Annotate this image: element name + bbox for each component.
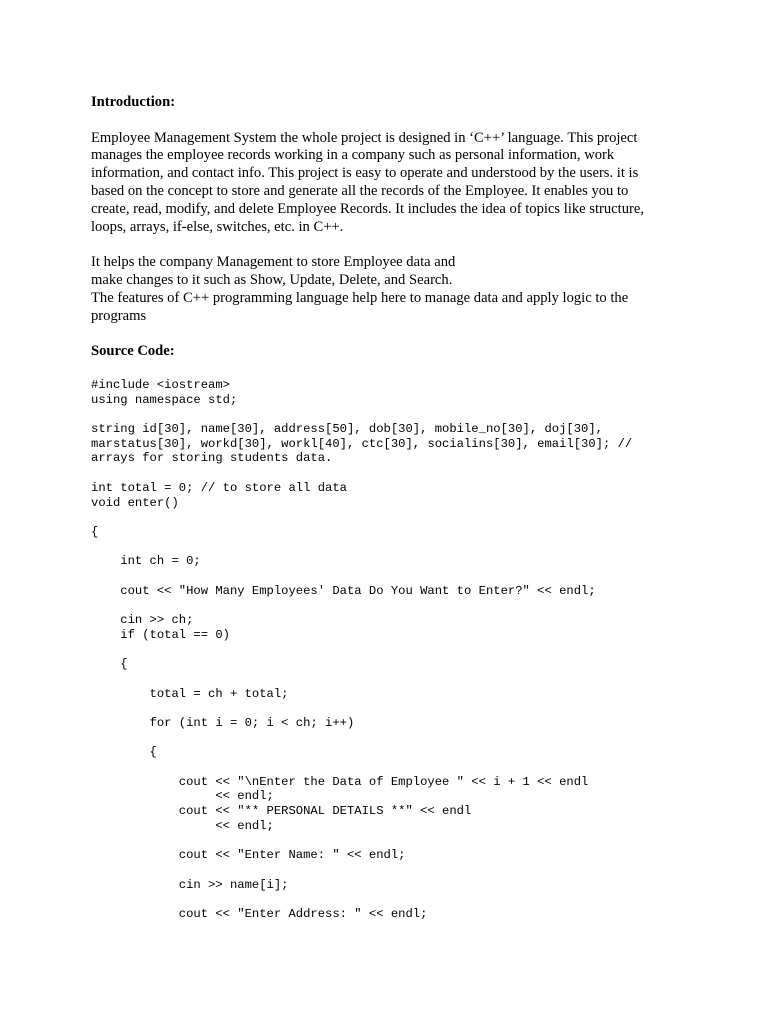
code-line bbox=[91, 760, 681, 775]
code-line: cout << "** PERSONAL DETAILS **" << endl bbox=[91, 804, 472, 819]
paragraph-line: information, and contact info. This project is easy to operate and understood by the users. it is bbox=[91, 165, 639, 182]
code-line bbox=[91, 540, 681, 555]
code-line bbox=[91, 569, 681, 584]
code-line: cin >> ch; bbox=[91, 613, 194, 628]
code-line: << endl; bbox=[91, 818, 274, 833]
code-line bbox=[91, 598, 681, 613]
code-line: cout << "\nEnter the Data of Employee " << i + 1 << endl bbox=[91, 774, 589, 789]
code-line bbox=[91, 731, 681, 746]
source-code-block bbox=[91, 378, 681, 922]
code-line: if (total == 0) bbox=[91, 627, 230, 642]
code-line bbox=[91, 466, 681, 481]
code-line bbox=[91, 834, 681, 849]
paragraph-line: create, read, modify, and delete Employee Records. It includes the idea of topics like structure, bbox=[91, 200, 645, 217]
code-line: arrays for storing students data. bbox=[91, 451, 333, 466]
code-line: marstatus[30], workd[30], workl[40], ctc[30], socialins[30], email[30]; // bbox=[91, 436, 633, 451]
code-line bbox=[91, 863, 681, 878]
code-line: << endl; bbox=[91, 789, 274, 804]
code-line: { bbox=[91, 657, 128, 672]
paragraph-line: make changes to it such as Show, Update, Delete, and Search. bbox=[91, 271, 453, 288]
introduction-heading: Introduction: bbox=[91, 94, 176, 110]
document-page bbox=[91, 94, 681, 922]
code-line: { bbox=[91, 745, 157, 760]
code-line: int ch = 0; bbox=[91, 554, 201, 569]
code-line bbox=[91, 510, 681, 525]
paragraph-line: based on the concept to store and generate all the records of the Employee. It enables you to bbox=[91, 182, 629, 199]
helps-paragraph bbox=[91, 254, 681, 325]
code-line: #include <iostream> bbox=[91, 377, 230, 392]
code-line bbox=[91, 672, 681, 687]
paragraph-line: loops, arrays, if-else, switches, etc. in C++. bbox=[91, 218, 344, 235]
code-line: for (int i = 0; i < ch; i++) bbox=[91, 715, 355, 730]
code-line bbox=[91, 701, 681, 716]
code-line: cout << "Enter Name: " << endl; bbox=[91, 848, 406, 863]
code-line: void enter() bbox=[91, 495, 179, 510]
code-line: cout << "Enter Address: " << endl; bbox=[91, 907, 428, 922]
code-line: string id[30], name[30], address[50], dob[30], mobile_no[30], doj[30], bbox=[91, 422, 603, 437]
code-line: cin >> name[i]; bbox=[91, 877, 289, 892]
code-line: { bbox=[91, 524, 99, 539]
paragraph-line: Employee Management System the whole project is designed in ‘C++’ language. This project bbox=[91, 129, 638, 146]
code-line: int total = 0; // to store all data bbox=[91, 480, 347, 495]
code-line bbox=[91, 892, 681, 907]
paragraph-line: The features of C++ programming language help here to manage data and apply logic to the bbox=[91, 289, 629, 306]
code-line: using namespace std; bbox=[91, 392, 238, 407]
code-line bbox=[91, 643, 681, 658]
paragraph-line: programs bbox=[91, 307, 147, 324]
paragraph-line: manages the employee records working in a company such as personal information, work bbox=[91, 147, 615, 164]
introduction-paragraph bbox=[91, 130, 681, 237]
paragraph-line: It helps the company Management to store Employee data and bbox=[91, 254, 456, 271]
code-line bbox=[91, 407, 681, 422]
code-line: total = ch + total; bbox=[91, 686, 289, 701]
code-line: cout << "How Many Employees' Data Do You Want to Enter?" << endl; bbox=[91, 583, 596, 598]
source-code-heading: Source Code: bbox=[91, 343, 175, 360]
